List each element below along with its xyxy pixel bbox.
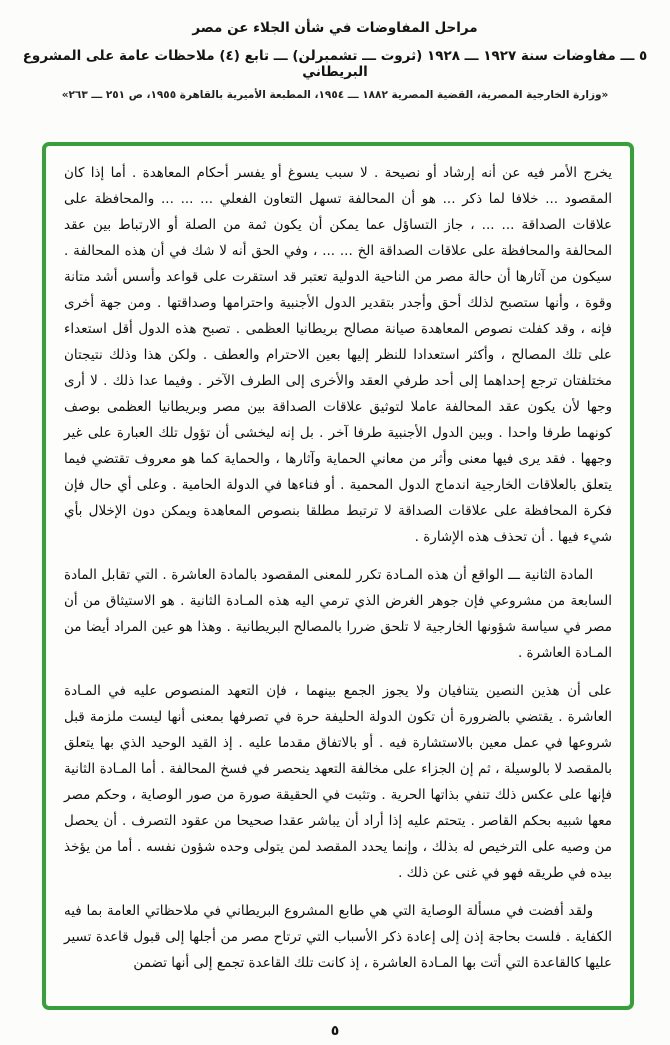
document-subtitle: ٥ ـــ مفاوضات سنة ١٩٢٧ ـــ ١٩٢٨ (ثروت ـــ تشمبرلن) ـــ تابع (٤) ملاحظات عامة على المشروع البريطاني — [22, 48, 648, 80]
page-number: ٥ — [330, 1023, 340, 1039]
body-paragraph: المادة الثانية ـــ الواقع أن هذه المـادة تكرر للمعنى المقصود بالمادة العاشرة . التي تقابل المادة السابعة من مشروعي فإن جوهر الغرض الذي ترمي اليه هذه المـادة الثانية . هو الاستيثاق من أن مصر في سياسة شؤونها الخارجية لا تلحق ضررا بالمصالح البريطانية . وهذا هو عين المراد أيضا من المـادة العاشرة . — [64, 567, 612, 661]
body-paragraph: ولقد أفضت في مسألة الوصاية التي هي طابع المشروع البريطاني في ملاحظاتي العامة بما فيه الكفاية . فلست بحاجة إذن إلى إعادة ذكر الأسباب التي ترتاح مصر من أجلها إلى قبول قاعدة تسير عليها كالقاعدة التي أتت بها المـادة العاشرة ، إذ كانت تلك القاعدة تجمع إلى أنها تضمن — [64, 903, 612, 971]
document-body — [64, 160, 612, 976]
document-title: مراحل المفاوضات في شأن الجلاء عن مصر — [192, 20, 478, 36]
page-header — [0, 20, 670, 101]
document-source-citation: «وزارة الخارجية المصرية، القضية المصرية ١٨٨٢ ـــ ١٩٥٤، المطبعة الأميرية بالقاهرة ١٩٥٥، ص ٢٥١ ـــ ٢٦٣» — [61, 89, 609, 101]
page-footer — [0, 1020, 670, 1039]
body-paragraph: على أن هذين النصين يتنافيان ولا يجوز الجمع بينهما ، فإن التعهد المنصوص عليه في المـادة العاشرة . يقتضي بالضرورة أن تكون الدولة الحليفة حرة في تصرفها بمعنى أنها ليست ملزمة قبل شروعها في عمل معين بالاستشارة فيه . أو بالاتفاق مقدما عليه . إذ القيد الوحيد الذي بها يتعلق بالمقصد لا بالوسيلة ، ثم إن الجزاء على مخالفة التعهد ينحصر في فسخ المحالفة . أما المـادة الثانية فإنها على عكس ذلك تنفي بذاتها الحرية . وتثبت في الحقيقة صورة من صور الوصاية ، وحكم مصر معها شبيه بحكم القاصر . يتحتم عليه إذا أراد أن يباشر عقدا صحيحا من عقود التصرف . أن يحصل من وصيه على الترخيص له بذلك ، وإنما يحدد المقصد لمن يتولى وحده شؤون نفسه . أما من يؤخذ بيده في طريقه فهو في غنى عن ذلك . — [64, 683, 612, 881]
body-paragraph: يخرج الأمر فيه عن أنه إرشاد أو نصيحة . لا سبب يسوغ أو يفسر أحكام المعاهدة . أما إذا كان المقصود ... خلافا لما ذكر ... هو أن المحالفة تسهل التعاون الفعلي ... ... ... والمحافظة على علاقات الصداقة ... ... ، جاز التساؤل عما يمكن أن يكون ثمة من الصلة أو الارتباط بين عقد المحالفة والمحافظة على علاقات الصداقة الخ ... ... ، وفي الحق أنه لا شك في أن هذه المحالفة . سيكون من آثارها أن حالة مصر من الناحية الدولية تعتبر قد استقرت على قواعد وأسس أشد متانة وقوة ، وأنها ستصبح لذلك أحق وأجدر بتقدير الدول الأجنبية واحترامها وصداقتها . ومن جهة أخرى فإنه ، وقد كفلت نصوص المعاهدة صيانة مصالح بريطانيا العظمى . تصبح هذه الدول أقل استعداء على تلك المصالح ، وأكثر استعدادا للنظر إليها بعين الاحترام والعطف . ولكن هذا وذلك نتيجتان مختلفتان ترجع إحداهما إلى أحد طرفي العقد والأخرى إلى الطرف الآخر . وفيما عدا ذلك . لا أرى وجها لأن يكون عقد المحالفة عاملا لتوثيق علاقات الصداقة بين مصر وبريطانيا العظمى بوصف كونهما طرفا واحدا . وبين الدول الأجنبية طرفا آخر . بل إنه ليخشى أن تؤول تلك العبارة على غير وجهها . فقد يرى فيها معنى وأثر من معاني الحماية وآثارها ، والحماية كما هو معروف تقتضي فيما يتعلق بالعلاقات الخارجية اندماج الدول المحمية . أو فناءها في الدولة الحامية . وعلى أي حال فإن فكرة المحافظة على علاقات الصداقة لا ترتبط مطلقا بنصوص المعاهدة ويمكن دون الإخلال بأي شيء فيها . أن تحذف هذه الإشارة . — [64, 165, 612, 545]
green-border-frame — [42, 142, 634, 1010]
